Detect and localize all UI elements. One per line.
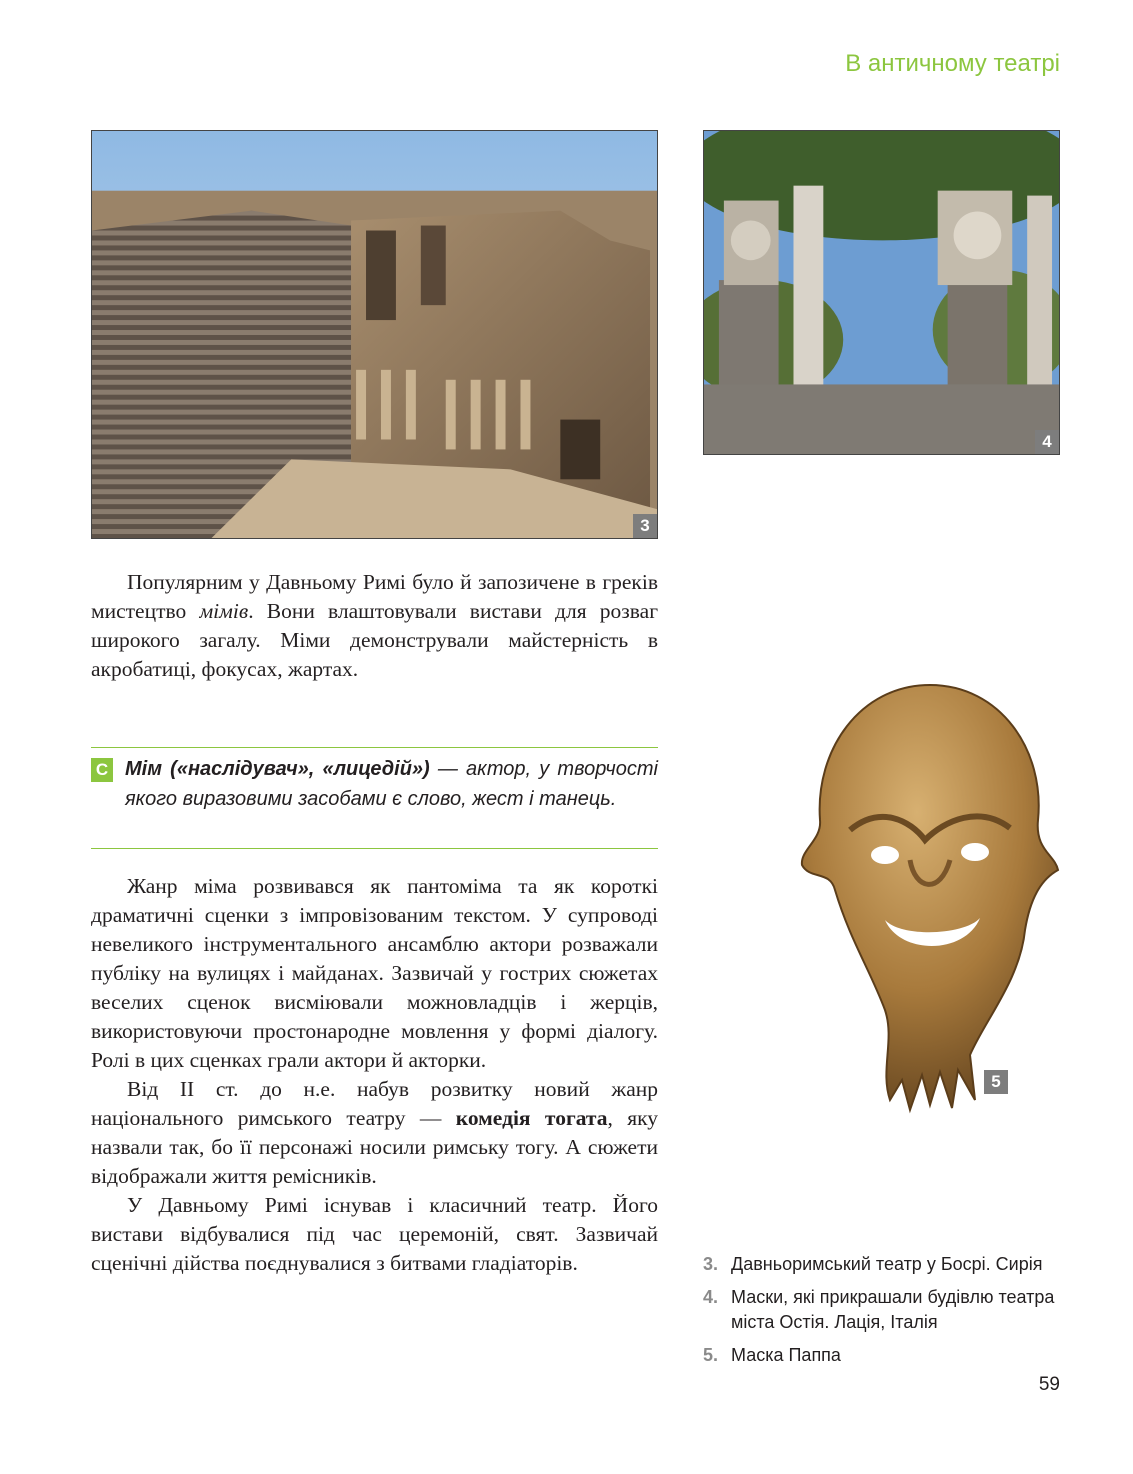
term-comedy-togata: комедія тогата [455,1106,608,1130]
caption-text: Маска Паппа [731,1345,841,1365]
caption-item [703,1343,1063,1368]
caption-text: Давньоримський театр у Босрі. Сирія [731,1254,1043,1274]
pappa-mask-image [790,680,1065,1115]
caption-number: 3. [703,1254,719,1274]
caption-item [703,1285,1063,1335]
theatre-photo [91,130,658,539]
definition-term: Мім («наслідувач», «лицедій») [125,758,430,780]
figure-captions [703,1252,1063,1376]
definition-box [91,747,658,849]
caption-number: 5. [703,1345,719,1365]
caption-number: 4. [703,1287,719,1307]
caption-text: Маски, які прикрашали будівлю театра міста Остія. Лація, Італія [731,1287,1055,1332]
paragraph-classical-theatre: У Давньому Римі існував і класичний театр. Його вистави відбувалися під час церемоній, свят. Зазвичай сценічні дійства поєднувалися з битвами гладіаторів. [91,1193,658,1275]
paragraph-comedy-togata: Від ІІ ст. до н.е. набув розвитку новий жанр національного римського театру — комедія тогата, яку назвали так, бо її персонажі носили римську тогу. А сюжети відображали життя ремісників. [91,1077,659,1188]
caption-item [703,1252,1063,1277]
figure-number-badge: 3 [633,514,657,538]
definition-marker-icon: С [91,758,113,782]
figure-number-badge: 4 [1035,430,1059,454]
masks-photo [703,130,1060,455]
figure-number-badge: 5 [984,1070,1008,1094]
term-mimes: мімів [199,599,249,623]
page-number: 59 [1038,1374,1060,1395]
main-body-text [91,872,658,1278]
paragraph-mime-genre: Жанр міма розвивався як пантоміма та як короткі драматичні сценки з імпровізованим текстом. У супроводі невеликого інструментального ансамблю актори розважали публіку на вулицях і майданах. Зазвичай у гострих сюжетах веселих сценок висміювали можновладців і жерців, використовуючи простонародне мовлення у формі діалогу. Ролі в цих сценках грали актори й акторки. [91,874,658,1072]
paragraph-mimes-intro: Популярним у Давньому Римі було й запозичене в греків мистецтво мімів. Вони влаштовували вистави для розваг широкого загалу. Міми демонстрували майстерність в акробатиці, фокусах, жартах. [91,570,659,681]
definition-text: Мім («наслідувач», «лицедій») — актор, у творчості якого виразовими засобами є слово, жест і танець. [125,758,659,810]
section-title: В античному театрі [845,50,1060,77]
